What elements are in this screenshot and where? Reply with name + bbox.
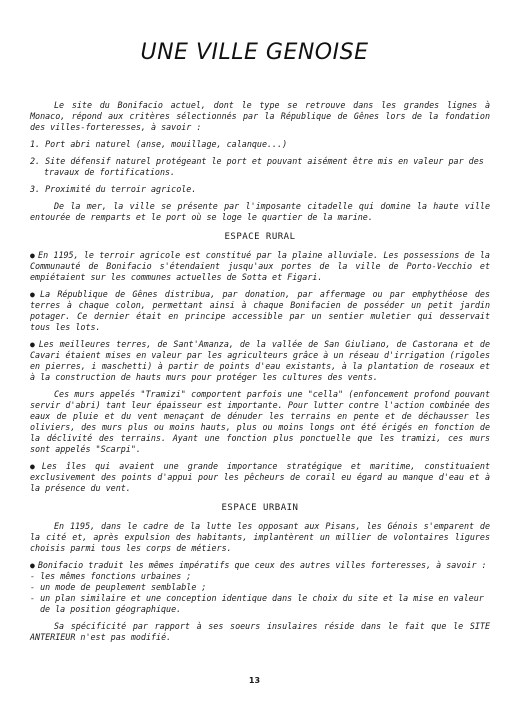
rural-paragraph-1: ● En 1195, le terroir agricole est constitué par la plaine alluviale. Les possessions de la Communauté de Bonifacio s'étendaient jusqu'aux portes de la ville de Porto-Vecchio et empiétaient sur les communes actuelles de Sotta et Figari. xyxy=(30,250,490,282)
bullet-icon: ● xyxy=(30,340,36,349)
body-text xyxy=(30,100,490,649)
intro-paragraph: Le site du Bonifacio actuel, dont le type se retrouve dans les grandes lignes à Monaco, répond aux critères sélectionnés par la République de Gênes lors de la fondation des villes-forteresses, à savoir : xyxy=(30,100,490,132)
section-heading-rural: ESPACE RURAL xyxy=(224,232,296,242)
rural-paragraph-4: Ces murs appelés "Tramizi" comportent parfois une "cella" (enfoncement profond pouvant servir d'abri) tant leur épaisseur est importante. Pour lutter contre l'action combinée des eaux de pluie et du vent menaçant de dénuder les terrains en pente et de déchausser les oliviers, des murs plus ou moins hauts, plus ou moins longs ont été érigés en fonction de la déclivité des terrains. Ayant une fonction plus ponctuelle que les tramizi, ces murs sont appelés "Scarpi". xyxy=(30,389,490,454)
criteria-item-3: 3. Proximité du terroir agricole. xyxy=(30,184,197,194)
bullet-icon: ● xyxy=(30,561,35,570)
criteria-item-1: 1. Port abri naturel (anse, mouillage, calanque...) xyxy=(30,139,288,149)
page-number: 13 xyxy=(248,676,261,685)
rural-paragraph-2: ● La République de Gênes distribua, par donation, par affermage ou par emphythéose des terres à chaque colon, permettant ainsi à chaque Bonifacien de posséder un petit jardin potager. Ce dernier était en principe accessible par un sentier muletier qui desservait tous les lots. xyxy=(30,289,490,332)
rural-paragraph-5: ● Les îles qui avaient une grande importance stratégique et maritime, constituaient exclusivement des points d'appui pour les pêcheurs de corail eu égard au manque d'eau et à la présence du vent. xyxy=(30,461,490,493)
urbain-paragraph-1: En 1195, dans le cadre de la lutte les opposant aux Pisans, les Génois s'emparent de la cité et, après expulsion des habitants, implantèrent un millier de volontaires ligures choisis parmi tous les corps de métiers. xyxy=(30,521,490,553)
urbain-paragraph-2: ● Bonifacio traduit les mêmes impératifs que ceux des autres villes forteresses, à savoir : xyxy=(30,560,487,570)
bullet-icon: ● xyxy=(30,462,39,471)
urbain-list-item-1: - les mêmes fonctions urbaines ; xyxy=(30,571,192,581)
rural-paragraph-3: ● Les meilleures terres, de Sant'Amanza, de la vallée de San Giuliano, de Castorana et de Cavari étaient mises en valeur par les agriculteurs grâce à un réseau d'irrigation (rigoles en pierres, i maschetti) à partir de points d'eau existants, à la plantation de roseaux et à la construction de hauts murs pour protéger les cultures des vents. xyxy=(30,339,490,382)
page-title: UNE VILLE GENOISE xyxy=(140,40,369,65)
urbain-paragraph-3: Sa spécificité par rapport à ses soeurs insulaires réside dans le fait que le SITE ANTERIEUR n'est pas modifié. xyxy=(30,621,490,642)
bullet-icon: ● xyxy=(30,251,36,260)
criteria-item-2: 2. Site défensif naturel protégeant le port et pouvant aisément être mis en valeur par des travaux de fortifications. xyxy=(30,156,484,177)
urbain-list-item-2: - un mode de peuplement semblable ; xyxy=(30,582,207,592)
section-heading-urbain: ESPACE URBAIN xyxy=(221,503,299,513)
bullet-icon: ● xyxy=(30,290,38,299)
urbain-list-item-3: - un plan similaire et une conception identique dans le choix du site et la mise en valeur de la position géographique. xyxy=(30,593,484,614)
intro-paragraph-2: De la mer, la ville se présente par l'imposante citadelle qui domine la haute ville entourée de remparts et le port où se loge le quartier de la marine. xyxy=(30,201,490,222)
